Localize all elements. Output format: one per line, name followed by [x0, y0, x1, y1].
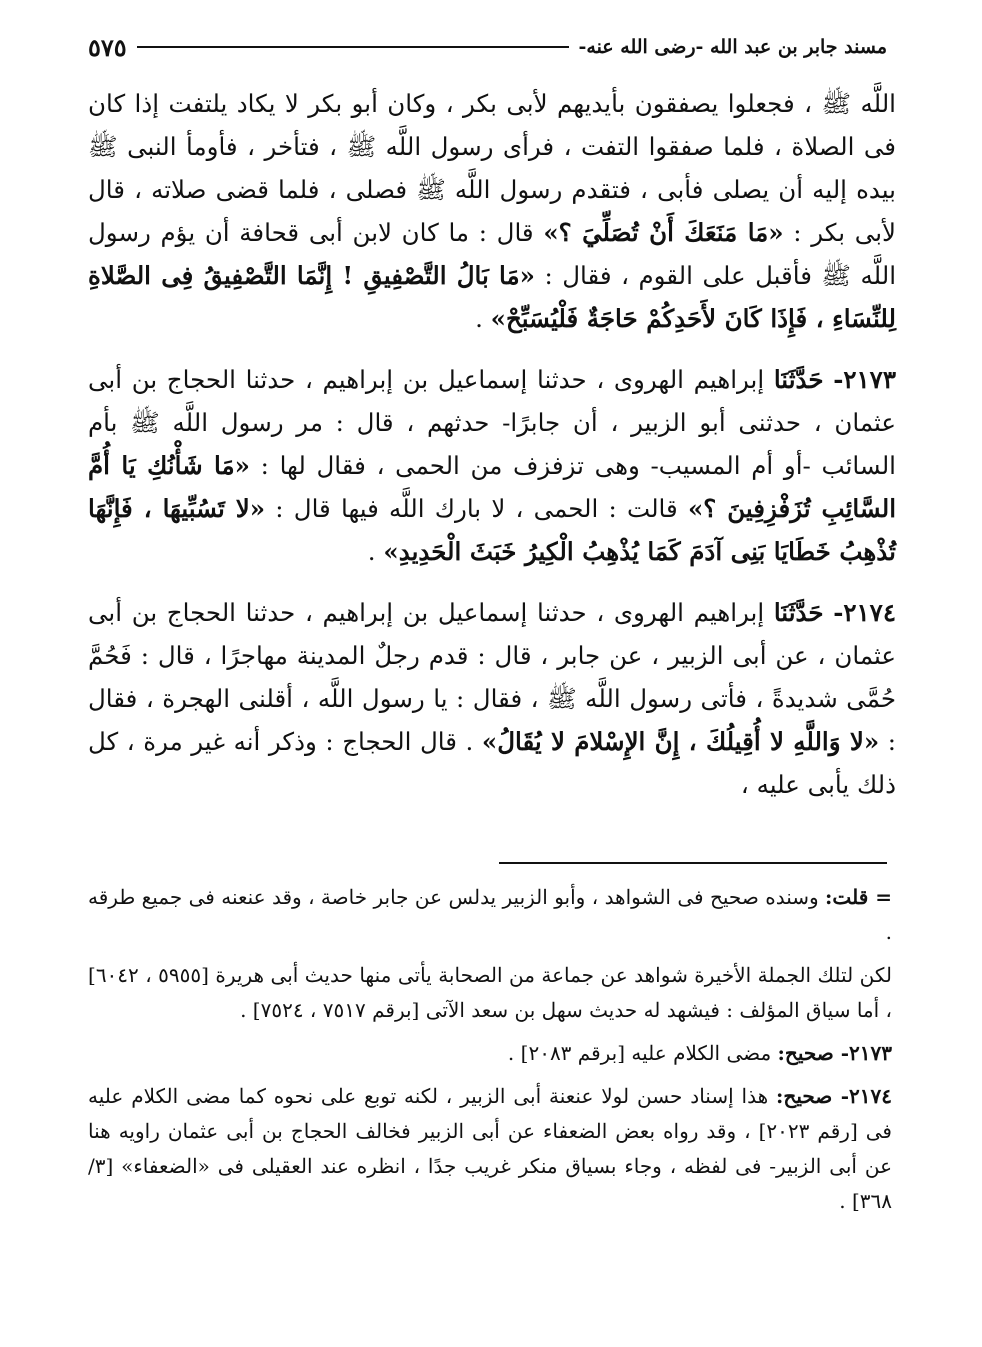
- prophetic-quote: «لا تَسُبِّيهَا ، فَإِنَّهَا تُذْهِبُ خَطَايَا بَنِى آدَمَ كَمَا يُذْهِبُ الْكِيرُ خَبَثَ الْحَدِيدِ»: [88, 494, 896, 566]
- narration-text: قالت : الحمى ، لا بارك اللَّه فيها قال :: [275, 494, 678, 523]
- prophetic-quote: «لا وَاللَّهِ لا أُقِيلُكَ ، إِنَّ الإِسْلامَ لا يُقَالُ»: [481, 727, 880, 756]
- footnote-text: وسنده صحيح فى الشواهد ، وأبو الزبير يدلس عن جابر خاصة ، وقد عنعنه فى جميع طرقه .: [88, 885, 892, 944]
- footnote-lead: = قلت:: [825, 885, 892, 909]
- hadith-number: ٢١٧٣-: [833, 365, 896, 394]
- footnote-lead: ٢١٧٣- صحيح:: [777, 1041, 892, 1065]
- narration-text: .: [475, 304, 483, 333]
- footnote: [88, 1036, 892, 1071]
- narration-text: .: [367, 537, 376, 566]
- footnote-text: مضى الكلام عليه [برقم ٢٠٨٣] .: [507, 1041, 772, 1065]
- paragraph-continuation: [88, 82, 896, 340]
- footnote-lead: ٢١٧٤- صحيح:: [776, 1084, 893, 1108]
- footnotes: [88, 880, 892, 1227]
- footnote: [88, 1079, 892, 1219]
- main-text: [88, 82, 896, 806]
- narration-text: اللَّه ﷺ ، فجعلوا يصفقون بأيديهم لأبى بكر ، وكان أبو بكر لا يكاد يلتفت إذا كان فى الصلاة ، فلما صفقوا التفت ، فرأى رسول اللَّه ﷺ ، فتأخر ، فأومأ النبى ﷺ بيده إليه أن يصلى فأبى ، فتقدم رسول اللَّه ﷺ فصلى ، فلما قضى صلاته ، قال لأبى بكر :: [88, 89, 896, 247]
- footnote-text: لكن لتلك الجملة الأخيرة شواهد عن جماعة من الصحابة يأتى منها حديث أبى هريرة [٥٩٥٥ ، ٦٠٤٢] ، أما سياق المؤلف : فيشهد له حديث سهل بن سعد الآتى [برقم ٧٥١٧ ، ٧٥٢٤] .: [88, 963, 892, 1022]
- narration-text: إبراهيم الهروى ، حدثنا إسماعيل بن إبراهيم ، حدثنا الحجاج بن أبى عثمان ، عن أبى الزبير ، عن جابر ، قال : قدم رجلٌ المدينة مهاجرًا ، قال : فَحُمَّ حُمَّى شديدةً ، فأتى رسول اللَّه ﷺ ، فقال : يا رسول اللَّه ، أقلنى الهجرة ، فقال :: [88, 598, 897, 756]
- hadith-opening: حَدَّثَنَا: [773, 365, 824, 394]
- hadith-2174: [88, 591, 896, 806]
- page-number: ٥٧٥: [88, 32, 127, 62]
- page-header: [88, 30, 887, 64]
- footnote: [88, 880, 892, 950]
- narration-text: إبراهيم الهروى ، حدثنا إسماعيل بن إبراهيم ، حدثنا الحجاج بن أبى عثمان ، حدثنى أبو الزبير ، أن جابرًا- حدثهم ، قال : مر رسول اللَّه ﷺ بأم السائب -أو أم المسيب- وهى تزفزف من الحمى ، فقال لها :: [88, 365, 896, 480]
- running-title: مسند جابر بن عبد الله -رضى الله عنه-: [578, 36, 887, 58]
- hadith-number: ٢١٧٤-: [833, 598, 896, 627]
- hadith-opening: حَدَّثَنَا: [773, 598, 824, 627]
- narration-text: . قال الحجاج : وذكر أنه غير مرة ، كل ذلك يأبى عليه ،: [88, 727, 896, 799]
- narration-text: قال : ما كان لابن أبى قحافة أن يؤم رسول اللَّه ﷺ فأقبل على القوم ، فقال :: [88, 218, 896, 290]
- prophetic-quote: «مَا بَالُ التَّصْفِيقِ ! إِنَّمَا التَّصْفِيقُ فِى الصَّلاةِ لِلنِّسَاءِ ، فَإِذَا كَانَ لأَحَدِكُمْ حَاجَةٌ فَلْيُسَبِّحْ»: [88, 261, 896, 333]
- prophetic-quote: «مَا مَنَعَكَ أَنْ تُصَلِّيَ ؟»: [543, 218, 784, 247]
- hadith-2173: [88, 358, 896, 573]
- header-rule: [137, 46, 569, 48]
- footnote: [88, 958, 892, 1028]
- footnote-text: هذا إسناد حسن لولا عنعنة أبى الزبير ، لكنه توبع على نحوه كما مضى الكلام عليه فى [رقم ٢٠٢٣] ، وقد رواه بعض الضعفاء عن أبى الزبير فخالف الحجاج بن أبى عثمان راويه هنا عن أبى الزبير- فى لفظه ، وجاء بسياق منكر غريب جدًا ، انظره عند العقيلى فى «الضعفاء» [٣/ ٣٦٨] .: [88, 1084, 892, 1213]
- prophetic-quote: «مَا شَأْنُكِ يَا أُمَّ السَّائِبِ تُزَفْزِفِينَ ؟»: [88, 451, 897, 523]
- footnote-separator: [499, 862, 887, 864]
